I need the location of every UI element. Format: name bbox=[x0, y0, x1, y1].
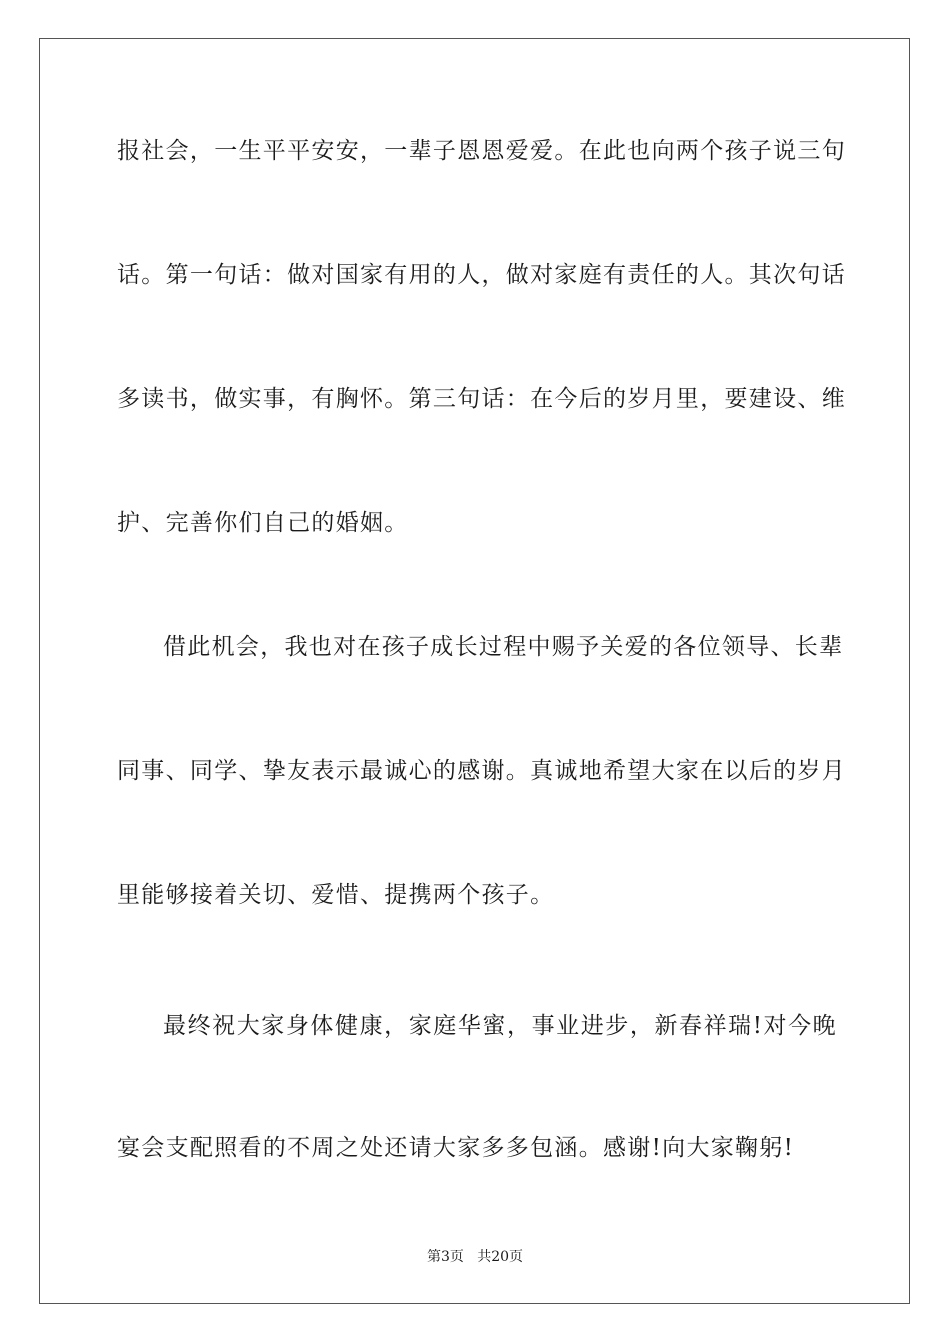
document-page bbox=[39, 38, 910, 1304]
paragraph-1-line-1: 报社会，一生平平安安，一辈子恩恩爱爱。在此也向两个孩子说三句 bbox=[117, 138, 846, 164]
paragraph-3-line-2: 宴会支配照看的不周之处还请大家多多包涵。感谢!向大家鞠躬! bbox=[117, 1135, 795, 1161]
paragraph-2-line-2: 同事、同学、挚友表示最诚心的感谢。真诚地希望大家在以后的岁月 bbox=[117, 758, 846, 784]
paragraph-2-line-1: 借此机会，我也对在孩子成长过程中赐予关爱的各位领导、长辈 bbox=[163, 634, 844, 660]
paragraph-1-line-3: 多读书，做实事，有胸怀。第三句话：在今后的岁月里，要建设、维 bbox=[117, 386, 846, 412]
paragraph-2-line-3: 里能够接着关切、爱惜、提携两个孩子。 bbox=[117, 882, 555, 908]
paragraph-1-line-2: 话。第一句话：做对国家有用的人，做对家庭有责任的人。其次句话 bbox=[117, 262, 846, 288]
paragraph-3-line-1: 最终祝大家身体健康，家庭华蜜，事业进步，新春祥瑞!对今晚 bbox=[163, 1013, 837, 1039]
paragraph-1-line-4: 护、完善你们自己的婚姻。 bbox=[117, 510, 409, 536]
page-number-footer: 第3页 共20页 bbox=[426, 1249, 524, 1265]
